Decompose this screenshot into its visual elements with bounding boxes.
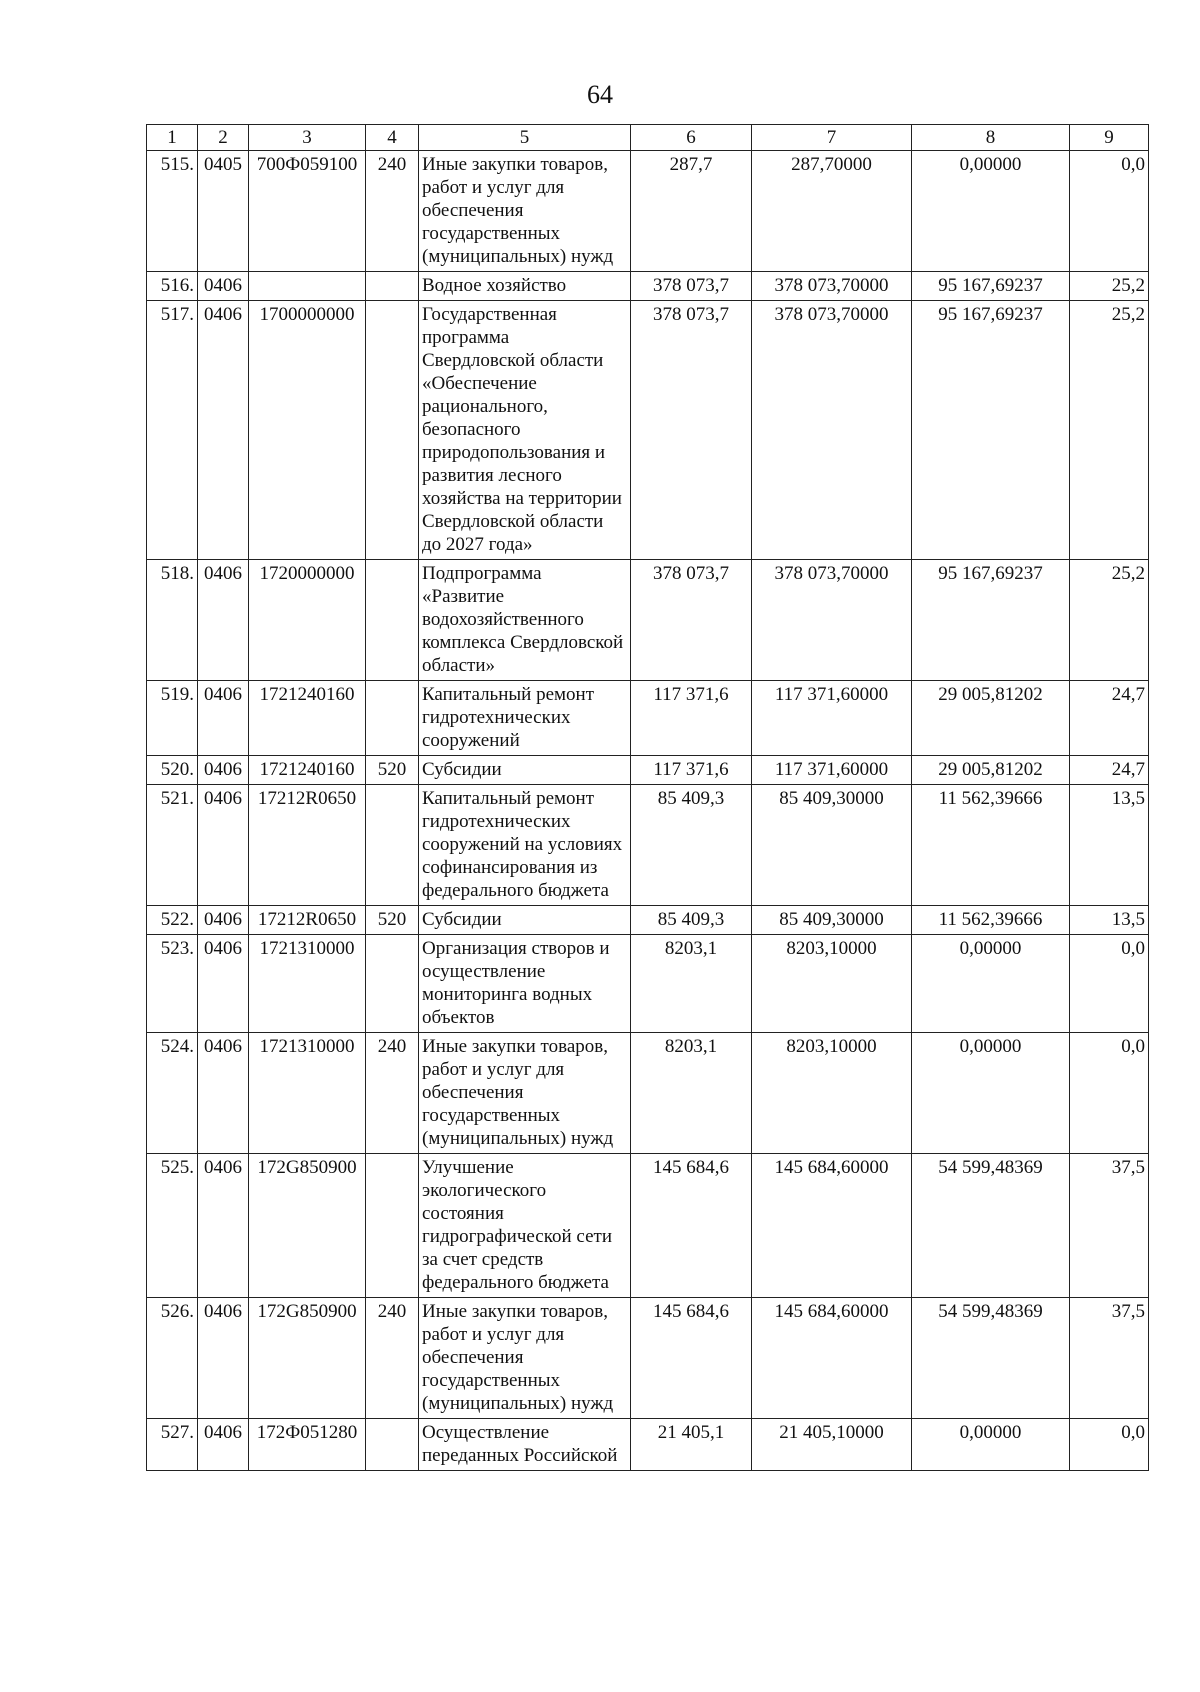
row-number-cell: 525. xyxy=(147,1154,198,1298)
table-row xyxy=(147,681,1149,756)
item-name-cell: Субсидии xyxy=(419,906,631,935)
header-cell: 6 xyxy=(631,125,752,151)
table-row xyxy=(147,1419,1149,1471)
value-col8-cell: 29 005,81202 xyxy=(912,756,1070,785)
target-code-cell: 172G850900 xyxy=(249,1154,366,1298)
table-row xyxy=(147,1033,1149,1154)
section-code-cell: 0406 xyxy=(198,272,249,301)
percent-cell: 0,0 xyxy=(1070,935,1149,1033)
item-name-cell: Организация створов и осуществление мониторинга водных объектов xyxy=(419,935,631,1033)
section-code-cell: 0406 xyxy=(198,1298,249,1419)
percent-cell: 25,2 xyxy=(1070,560,1149,681)
target-code-cell: 700Ф059100 xyxy=(249,151,366,272)
expense-type-cell: 520 xyxy=(366,756,419,785)
percent-cell: 37,5 xyxy=(1070,1298,1149,1419)
row-number-cell: 518. xyxy=(147,560,198,681)
header-cell: 9 xyxy=(1070,125,1149,151)
table-row xyxy=(147,560,1149,681)
value-col6-cell: 21 405,1 xyxy=(631,1419,752,1471)
value-col6-cell: 85 409,3 xyxy=(631,785,752,906)
table-row xyxy=(147,151,1149,272)
target-code-cell: 1721240160 xyxy=(249,681,366,756)
header-cell: 7 xyxy=(752,125,912,151)
header-cell: 1 xyxy=(147,125,198,151)
row-number-cell: 527. xyxy=(147,1419,198,1471)
percent-cell: 25,2 xyxy=(1070,301,1149,560)
header-cell: 3 xyxy=(249,125,366,151)
expense-type-cell xyxy=(366,681,419,756)
table-row xyxy=(147,935,1149,1033)
percent-cell: 37,5 xyxy=(1070,1154,1149,1298)
value-col7-cell: 287,70000 xyxy=(752,151,912,272)
section-code-cell: 0406 xyxy=(198,756,249,785)
value-col8-cell: 0,00000 xyxy=(912,151,1070,272)
percent-cell: 13,5 xyxy=(1070,906,1149,935)
percent-cell: 0,0 xyxy=(1070,1033,1149,1154)
header-cell: 5 xyxy=(419,125,631,151)
row-number-cell: 519. xyxy=(147,681,198,756)
section-code-cell: 0406 xyxy=(198,1033,249,1154)
value-col6-cell: 378 073,7 xyxy=(631,560,752,681)
target-code-cell: 17212R0650 xyxy=(249,785,366,906)
value-col7-cell: 378 073,70000 xyxy=(752,301,912,560)
table-row xyxy=(147,1154,1149,1298)
row-number-cell: 522. xyxy=(147,906,198,935)
value-col6-cell: 145 684,6 xyxy=(631,1298,752,1419)
header-cell: 2 xyxy=(198,125,249,151)
target-code-cell: 172G850900 xyxy=(249,1298,366,1419)
expense-type-cell: 240 xyxy=(366,1033,419,1154)
value-col7-cell: 145 684,60000 xyxy=(752,1154,912,1298)
percent-cell: 13,5 xyxy=(1070,785,1149,906)
section-code-cell: 0406 xyxy=(198,785,249,906)
table-body xyxy=(147,125,1149,1471)
item-name-cell: Капитальный ремонт гидротехнических сооружений на условиях софинансирования из федерального бюджета xyxy=(419,785,631,906)
expense-type-cell xyxy=(366,935,419,1033)
value-col8-cell: 0,00000 xyxy=(912,1033,1070,1154)
percent-cell: 24,7 xyxy=(1070,756,1149,785)
item-name-cell: Осуществление переданных Российской xyxy=(419,1419,631,1471)
section-code-cell: 0406 xyxy=(198,1154,249,1298)
section-code-cell: 0406 xyxy=(198,560,249,681)
value-col8-cell: 0,00000 xyxy=(912,1419,1070,1471)
section-code-cell: 0405 xyxy=(198,151,249,272)
value-col7-cell: 378 073,70000 xyxy=(752,560,912,681)
target-code-cell: 1700000000 xyxy=(249,301,366,560)
value-col6-cell: 287,7 xyxy=(631,151,752,272)
expense-type-cell xyxy=(366,1154,419,1298)
value-col7-cell: 85 409,30000 xyxy=(752,785,912,906)
table-header-row xyxy=(147,125,1149,151)
item-name-cell: Иные закупки товаров, работ и услуг для обеспечения государственных (муниципальных) нужд xyxy=(419,1298,631,1419)
header-cell: 8 xyxy=(912,125,1070,151)
expense-type-cell xyxy=(366,272,419,301)
target-code-cell xyxy=(249,272,366,301)
item-name-cell: Водное хозяйство xyxy=(419,272,631,301)
row-number-cell: 516. xyxy=(147,272,198,301)
percent-cell: 24,7 xyxy=(1070,681,1149,756)
row-number-cell: 526. xyxy=(147,1298,198,1419)
target-code-cell: 17212R0650 xyxy=(249,906,366,935)
row-number-cell: 517. xyxy=(147,301,198,560)
header-cell: 4 xyxy=(366,125,419,151)
value-col6-cell: 85 409,3 xyxy=(631,906,752,935)
value-col8-cell: 54 599,48369 xyxy=(912,1154,1070,1298)
value-col6-cell: 378 073,7 xyxy=(631,272,752,301)
item-name-cell: Подпрограмма «Развитие водохозяйственного комплекса Свердловской области» xyxy=(419,560,631,681)
section-code-cell: 0406 xyxy=(198,1419,249,1471)
value-col7-cell: 117 371,60000 xyxy=(752,681,912,756)
value-col8-cell: 11 562,39666 xyxy=(912,906,1070,935)
value-col6-cell: 145 684,6 xyxy=(631,1154,752,1298)
row-number-cell: 523. xyxy=(147,935,198,1033)
table-row xyxy=(147,756,1149,785)
expense-type-cell: 520 xyxy=(366,906,419,935)
value-col6-cell: 378 073,7 xyxy=(631,301,752,560)
item-name-cell: Иные закупки товаров, работ и услуг для обеспечения государственных (муниципальных) нужд xyxy=(419,151,631,272)
table-row xyxy=(147,785,1149,906)
row-number-cell: 521. xyxy=(147,785,198,906)
table-row xyxy=(147,906,1149,935)
value-col7-cell: 8203,10000 xyxy=(752,935,912,1033)
value-col7-cell: 145 684,60000 xyxy=(752,1298,912,1419)
value-col7-cell: 378 073,70000 xyxy=(752,272,912,301)
target-code-cell: 172Ф051280 xyxy=(249,1419,366,1471)
expense-type-cell xyxy=(366,301,419,560)
value-col7-cell: 8203,10000 xyxy=(752,1033,912,1154)
item-name-cell: Субсидии xyxy=(419,756,631,785)
expense-type-cell xyxy=(366,1419,419,1471)
value-col7-cell: 85 409,30000 xyxy=(752,906,912,935)
expense-type-cell: 240 xyxy=(366,151,419,272)
target-code-cell: 1721240160 xyxy=(249,756,366,785)
value-col8-cell: 95 167,69237 xyxy=(912,272,1070,301)
percent-cell: 0,0 xyxy=(1070,151,1149,272)
value-col6-cell: 8203,1 xyxy=(631,935,752,1033)
value-col8-cell: 54 599,48369 xyxy=(912,1298,1070,1419)
page-number: 64 xyxy=(587,80,613,109)
item-name-cell: Государственная программа Свердловской области «Обеспечение рационального, безопасного природопользования и развития лесного хозяйства на территории Свердловской области до 2027 года» xyxy=(419,301,631,560)
target-code-cell: 1721310000 xyxy=(249,1033,366,1154)
section-code-cell: 0406 xyxy=(198,935,249,1033)
table-row xyxy=(147,301,1149,560)
target-code-cell: 1720000000 xyxy=(249,560,366,681)
section-code-cell: 0406 xyxy=(198,301,249,560)
item-name-cell: Капитальный ремонт гидротехнических сооружений xyxy=(419,681,631,756)
target-code-cell: 1721310000 xyxy=(249,935,366,1033)
value-col6-cell: 117 371,6 xyxy=(631,756,752,785)
row-number-cell: 515. xyxy=(147,151,198,272)
expense-type-cell: 240 xyxy=(366,1298,419,1419)
percent-cell: 25,2 xyxy=(1070,272,1149,301)
expense-type-cell xyxy=(366,560,419,681)
section-code-cell: 0406 xyxy=(198,681,249,756)
row-number-cell: 524. xyxy=(147,1033,198,1154)
value-col8-cell: 95 167,69237 xyxy=(912,560,1070,681)
table-row xyxy=(147,272,1149,301)
row-number-cell: 520. xyxy=(147,756,198,785)
budget-table xyxy=(146,124,1149,1471)
value-col8-cell: 0,00000 xyxy=(912,935,1070,1033)
value-col8-cell: 29 005,81202 xyxy=(912,681,1070,756)
value-col8-cell: 95 167,69237 xyxy=(912,301,1070,560)
value-col6-cell: 117 371,6 xyxy=(631,681,752,756)
percent-cell: 0,0 xyxy=(1070,1419,1149,1471)
table-row xyxy=(147,1298,1149,1419)
item-name-cell: Иные закупки товаров, работ и услуг для обеспечения государственных (муниципальных) нужд xyxy=(419,1033,631,1154)
value-col7-cell: 21 405,10000 xyxy=(752,1419,912,1471)
value-col6-cell: 8203,1 xyxy=(631,1033,752,1154)
section-code-cell: 0406 xyxy=(198,906,249,935)
value-col7-cell: 117 371,60000 xyxy=(752,756,912,785)
item-name-cell: Улучшение экологического состояния гидрографической сети за счет средств федерального бюджета xyxy=(419,1154,631,1298)
expense-type-cell xyxy=(366,785,419,906)
value-col8-cell: 11 562,39666 xyxy=(912,785,1070,906)
